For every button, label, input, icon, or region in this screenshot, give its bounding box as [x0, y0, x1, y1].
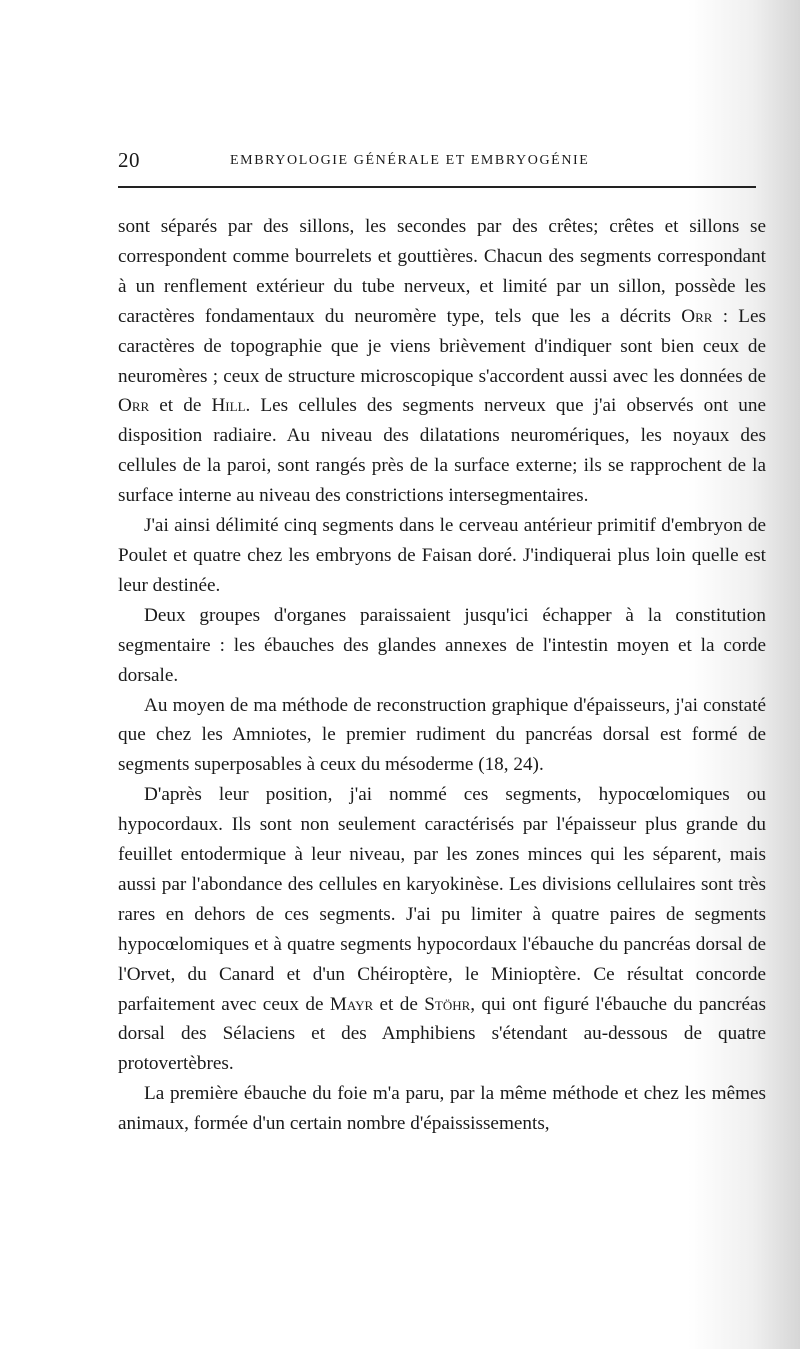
- paragraph-5-part-a: D'après leur position, j'ai nommé ces segments, hypocœlomiques ou hypocordaux. Ils sont non seulement caractérisés par l'épaisseur plus grande du feuillet entodermique à leur niveau, par les zones minces qui les séparent, mais aussi par l'abondance des cellules en karyokinèse. Les divisions cellulaires sont très rares en dehors de ces segments. J'ai pu limiter à quatre paires de segments hypocœlomiques et à quatre segments hypocordaux l'ébauche du pancréas dorsal de l'Orvet, du Canard et d'un Chéiroptère, le Minioptère. Ce résultat concorde parfaitement avec ceux de: [118, 784, 766, 1015]
- paragraph-6: La première ébauche du foie m'a paru, par la même méthode et chez les mêmes animaux, formée d'un certain nombre d'épaississements,: [118, 1083, 766, 1135]
- author-mayr: Mayr: [329, 993, 374, 1015]
- book-page: [118, 148, 766, 1139]
- paragraph-5-part-c: , qui ont figuré l'ébauche du pancréas dorsal des Sélaciens et des Amphibiens s'étendant au-dessous de quatre protovertèbres.: [118, 993, 766, 1075]
- author-orr-2: Orr: [118, 395, 150, 417]
- paragraph-1-part-c: et de: [149, 395, 212, 417]
- paragraph-4: Au moyen de ma méthode de reconstruction graphique d'épaisseurs, j'ai constaté que chez les Amniotes, le premier rudiment du pancréas dorsal est formé de segments superposables à ceux du mésoderme (18, 24).: [118, 694, 766, 776]
- paragraph-1: [118, 212, 766, 511]
- paragraph-3: Deux groupes d'organes paraissaient jusqu'ici échapper à la constitution segmentaire : les ébauches des glandes annexes de l'intestin moyen et la corde dorsale.: [118, 604, 766, 686]
- page-number: 20: [118, 148, 140, 172]
- running-head: [118, 148, 766, 182]
- paragraph-5: [118, 780, 766, 1079]
- header-rule: [118, 186, 756, 188]
- paragraph-5-part-b: et de: [373, 993, 425, 1015]
- author-stohr: Stöhr: [424, 993, 471, 1015]
- paragraph-1-part-d: . Les cellules des segments nerveux que j'ai observés ont une disposition radiaire. Au niveau des dilatations neuromériques, les noyaux des cellules de la paroi, sont rangés près de la surface externe; ils se rapprochent de la surface interne au niveau des constrictions intersegmentaires.: [118, 395, 766, 507]
- running-title: EMBRYOLOGIE GÉNÉRALE ET EMBRYOGÉNIE: [230, 153, 590, 168]
- author-orr: Orr: [681, 305, 713, 327]
- paragraph-1-part-b: : Les caractères de topographie que je viens brièvement d'indiquer sont bien ceux de neuromères ; ceux de structure microscopique s'accordent aussi avec les données de: [118, 305, 766, 387]
- paragraph-1-part-a: sont séparés par des sillons, les secondes par des crêtes; crêtes et sillons se correspondent comme bourrelets et gouttières. Chacun des segments correspondant à un renflement extérieur du tube nerveux, et limité par un sillon, possède les caractères fondamentaux du neuromère type, tels que les a décrits: [118, 216, 766, 327]
- author-hill: Hill: [211, 395, 246, 417]
- body-text: [118, 212, 766, 1139]
- paragraph-2: J'ai ainsi délimité cinq segments dans le cerveau antérieur primitif d'embryon de Poulet et quatre chez les embryons de Faisan doré. J'indiquerai plus loin quelle est leur destinée.: [118, 515, 766, 596]
